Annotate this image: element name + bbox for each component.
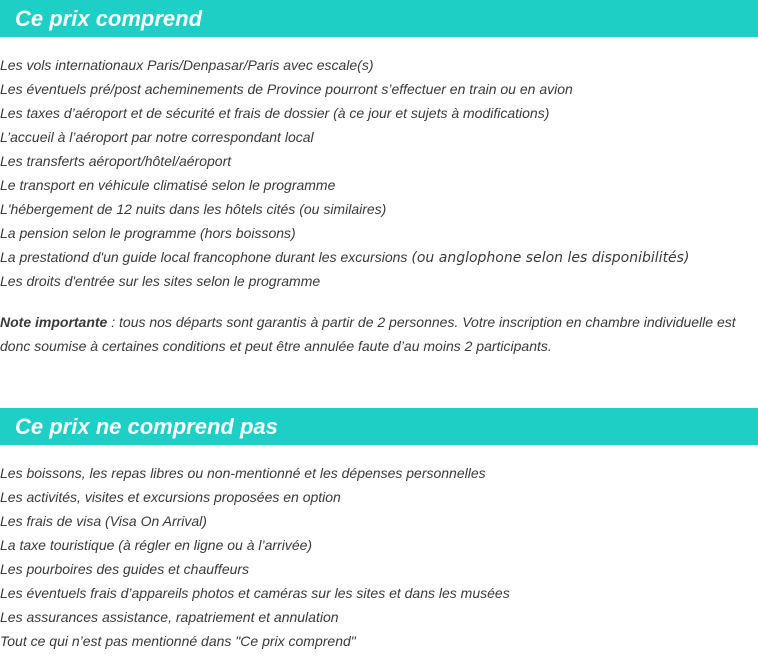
list-item: Les transferts aéroport/hôtel/aéroport <box>0 153 232 169</box>
list-item: L’accueil à l’aéroport par notre correspondant local <box>0 129 314 145</box>
section-title-included: Ce prix comprend <box>0 0 758 37</box>
list-item: La prestationd d'un guide local francophone durant les excursions (ou anglophone selon les disponibilités) <box>0 249 690 266</box>
list-item: La pension selon le programme (hors boissons) <box>0 225 296 241</box>
list-item: La taxe touristique (à régler en ligne ou à l’arrivée) <box>0 537 313 553</box>
list-item: Les activités, visites et excursions proposées en option <box>0 489 341 505</box>
excluded-list <box>0 461 758 653</box>
section-title-excluded: Ce prix ne comprend pas <box>0 408 758 445</box>
list-item: Les assurances assistance, rapatriement et annulation <box>0 609 339 625</box>
included-list <box>0 53 758 293</box>
guide-language-aside: (ou anglophone selon les disponibilités) <box>411 250 690 266</box>
list-item: L'hébergement de 12 nuits dans les hôtels cités (ou similaires) <box>0 201 387 217</box>
list-item: Les éventuels pré/post acheminements de Province pourront s’effectuer en train ou en avion <box>0 81 573 97</box>
list-item: Les pourboires des guides et chauffeurs <box>0 561 250 577</box>
list-item: Les frais de visa (Visa On Arrival) <box>0 513 207 529</box>
note-label: Note importante <box>0 314 108 330</box>
list-item: Les droits d'entrée sur les sites selon le programme <box>0 273 321 289</box>
list-item: Les vols internationaux Paris/Denpasar/Paris avec escale(s) <box>0 57 374 73</box>
important-note <box>0 310 752 358</box>
list-item: Le transport en véhicule climatisé selon le programme <box>0 177 336 193</box>
list-item: Tout ce qui n’est pas mentionné dans "Ce prix comprend" <box>0 633 356 649</box>
list-item: Les taxes d’aéroport et de sécurité et frais de dossier (à ce jour et sujets à modifications) <box>0 105 550 121</box>
list-item: Les éventuels frais d’appareils photos et caméras sur les sites et dans les musées <box>0 585 510 601</box>
list-item: Les boissons, les repas libres ou non-mentionné et les dépenses personnelles <box>0 465 486 481</box>
note-text: : tous nos départs sont garantis à partir de 2 personnes. Votre inscription en chambre individuelle est donc soumise à certaines conditions et peut être annulée faute d’au moins 2 participants. <box>0 314 736 354</box>
